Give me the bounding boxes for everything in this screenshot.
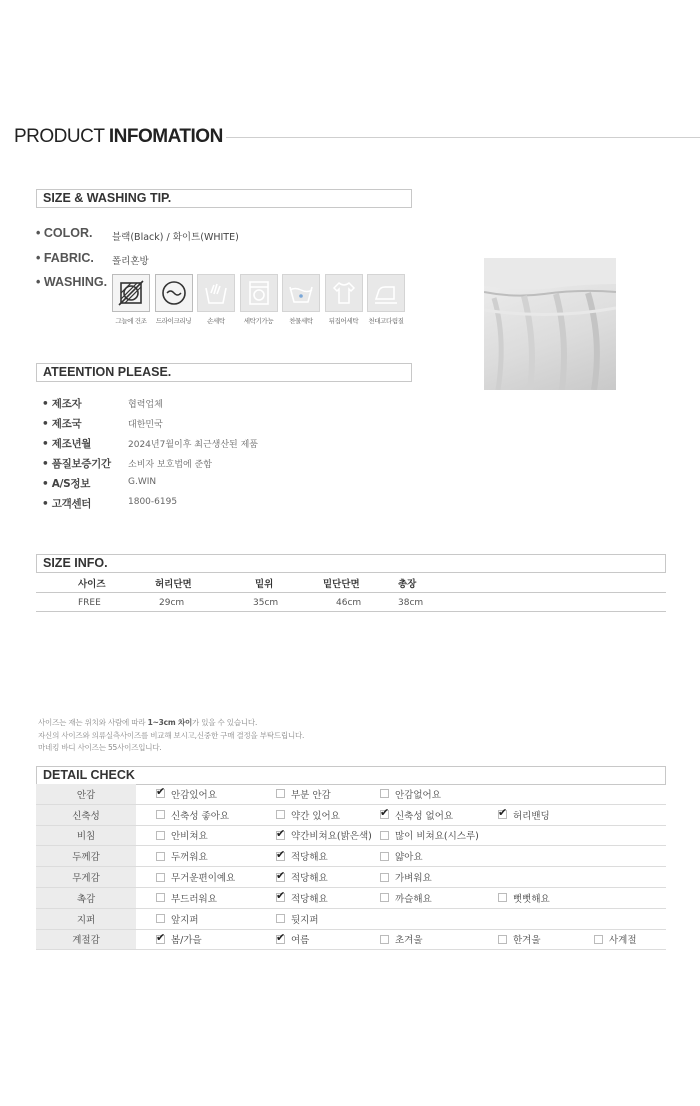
fabric-value: 폴리혼방 [112,256,149,267]
size-cell-waist: 29cm [159,598,185,608]
detail-option: 두꺼워요 [156,846,208,866]
checkbox-checked [156,789,165,798]
washing-icons [112,274,405,325]
as-info-value: G.WIN [128,477,157,487]
checkbox-unchecked [156,852,165,861]
wash-caption: 뒤집어세탁 [328,317,359,325]
detail-option: 앞지퍼 [156,909,199,929]
manufacture-date-value: 2024년7월이후 최근생산된 제품 [128,440,258,450]
detail-option: 한겨울 [498,930,541,950]
checkbox-checked [276,852,285,861]
checkbox-checked [498,810,507,819]
size-cell-rise: 35cm [253,598,279,608]
wash-caption: 세탁기가능 [243,317,274,325]
title-divider [226,137,700,138]
detail-row-label: 무게감 [36,867,136,887]
manufacture-date-label: • 제조년월 [42,438,92,450]
detail-row-label: 촉감 [36,888,136,908]
detail-option: 가벼워요 [380,867,432,887]
size-info-heading: SIZE INFO. [36,554,666,573]
detail-row-label: 지퍼 [36,909,136,929]
color-label: • COLOR. [36,226,93,240]
detail-option: 부분 안감 [276,784,331,804]
detail-option: 사계절 [594,930,637,950]
wash-item-hand-wash [197,274,235,325]
size-header-rise: 밑위 [255,579,274,590]
washing-label: • WASHING. [36,275,108,289]
wash-item-inside-out [325,274,363,325]
detail-option: ✔ 허리밴딩 [498,805,550,825]
detail-row-stretch [36,805,666,826]
wash-caption: 그늘에 건조 [115,317,147,325]
maker-value: 협력업체 [128,400,163,410]
checkbox-unchecked [156,831,165,840]
detail-row-label: 두께감 [36,846,136,866]
detail-option: 안비쳐요 [156,826,208,846]
detail-option: ✔ 여름 [276,930,309,950]
wash-item-shade-dry [112,274,150,325]
color-value: 블랙(Black) / 화이트(WHITE) [112,232,239,243]
iron-cloth-icon [367,274,405,312]
note-line-3: 마네킹 바디 사이즈는 55사이즈입니다. [38,743,162,752]
wash-item-washing-machine [240,274,278,325]
detail-option: 부드러워요 [156,888,217,908]
detail-row-sheerness [36,826,666,847]
detail-row-season [36,930,666,951]
detail-option: ✔ 적당해요 [276,846,328,866]
wash-caption: 찬물세탁 [289,317,313,325]
checkbox-unchecked [276,810,285,819]
origin-label: • 제조국 [42,418,82,430]
checkbox-unchecked [156,893,165,902]
note-line-2: 자신의 사이즈와 의류실측사이즈를 비교해 보시고,신중한 구매 결정을 부탁드립니다. [38,730,305,740]
size-header-size: 사이즈 [78,579,106,590]
wash-item-dry-clean [155,274,193,325]
note-line-1: 사이즈는 재는 위치와 사람에 따라 1~3cm 차이가 있을 수 있습니다. [38,718,258,727]
washing-machine-icon [240,274,278,312]
checkbox-unchecked [380,935,389,944]
checkbox-unchecked [498,893,507,902]
detail-option: ✔ 봄/가을 [156,930,202,950]
customer-center-label: • 고객센터 [42,498,92,510]
checkbox-unchecked [380,873,389,882]
detail-option: 안감없어요 [380,784,441,804]
checkbox-unchecked [276,914,285,923]
detail-row-label: 신축성 [36,805,136,825]
origin-value: 대한민국 [128,420,163,430]
detail-option: 까슬해요 [380,888,432,908]
page-title [14,126,223,148]
page-title-light: PRODUCT [14,126,105,147]
detail-row-label: 계절감 [36,930,136,950]
wash-caption: 드라이크리닝 [155,317,192,325]
size-table-bottom [36,611,666,612]
detail-option: ✔ 신축성 없어요 [380,805,453,825]
detail-option: ✔ 안감있어요 [156,784,217,804]
detail-option: 무거운편이예요 [156,867,235,887]
detail-option: 신축성 좋아요 [156,805,229,825]
checkbox-checked [156,935,165,944]
cold-wash-icon [282,274,320,312]
detail-row-label: 비침 [36,826,136,846]
size-cell-size: FREE [78,598,101,608]
checkbox-unchecked [156,873,165,882]
size-table-divider [36,592,666,593]
detail-option: ✔ 약간비쳐요(밝은색) [276,826,372,846]
checkbox-unchecked [380,831,389,840]
detail-option: ✔ 적당해요 [276,867,328,887]
checkbox-checked [276,935,285,944]
detail-option: 뒷지퍼 [276,909,319,929]
wash-caption: 천대고다림질 [368,317,404,325]
wash-caption: 손세탁 [207,317,225,325]
shade-dry-icon [112,274,150,312]
size-header-length: 총장 [398,579,417,590]
checkbox-unchecked [380,789,389,798]
inside-out-wash-icon [325,274,363,312]
detail-option: ✔ 적당해요 [276,888,328,908]
maker-label: • 제조자 [42,398,82,410]
detail-row-lining [36,784,666,805]
detail-check-table [36,784,666,950]
as-info-label: • A/S정보 [42,478,91,490]
size-washing-heading: SIZE & WASHING TIP. [36,189,412,208]
wash-item-iron-cloth [367,274,405,325]
detail-row-thickness [36,846,666,867]
detail-row-zipper [36,909,666,930]
checkbox-checked [380,810,389,819]
hand-wash-icon [197,274,235,312]
page-title-bold: INFOMATION [108,126,223,147]
detail-option: 약간 있어요 [276,805,340,825]
detail-option: 얇아요 [380,846,423,866]
detail-row-texture [36,888,666,909]
warranty-label: • 품질보증기간 [42,458,111,470]
attention-heading: ATEENTION PLEASE. [36,363,412,382]
checkbox-unchecked [380,852,389,861]
checkbox-unchecked [276,789,285,798]
checkbox-unchecked [156,914,165,923]
detail-option: 뻣뻣해요 [498,888,550,908]
dry-clean-icon [155,274,193,312]
checkbox-unchecked [156,810,165,819]
checkbox-checked [276,893,285,902]
checkbox-checked [276,873,285,882]
checkbox-checked [276,831,285,840]
checkbox-unchecked [498,935,507,944]
size-cell-length: 38cm [398,598,424,608]
customer-center-value: 1800-6195 [128,497,178,507]
detail-row-weight [36,867,666,888]
detail-option: 많이 비쳐요(시스루) [380,826,479,846]
size-header-waist: 허리단면 [155,579,192,590]
detail-check-heading: DETAIL CHECK [36,766,666,785]
size-notes [38,717,304,755]
warranty-value: 소비자 보호법에 준함 [128,460,212,470]
wash-item-cold-wash [282,274,320,325]
size-header-hem: 밑단단면 [323,579,360,590]
fabric-label: • FABRIC. [36,251,94,265]
detail-option: 초겨울 [380,930,423,950]
detail-row-label: 안감 [36,784,136,804]
checkbox-unchecked [594,935,603,944]
checkbox-unchecked [380,893,389,902]
fabric-detail-photo [484,258,616,390]
size-cell-hem: 46cm [336,598,362,608]
